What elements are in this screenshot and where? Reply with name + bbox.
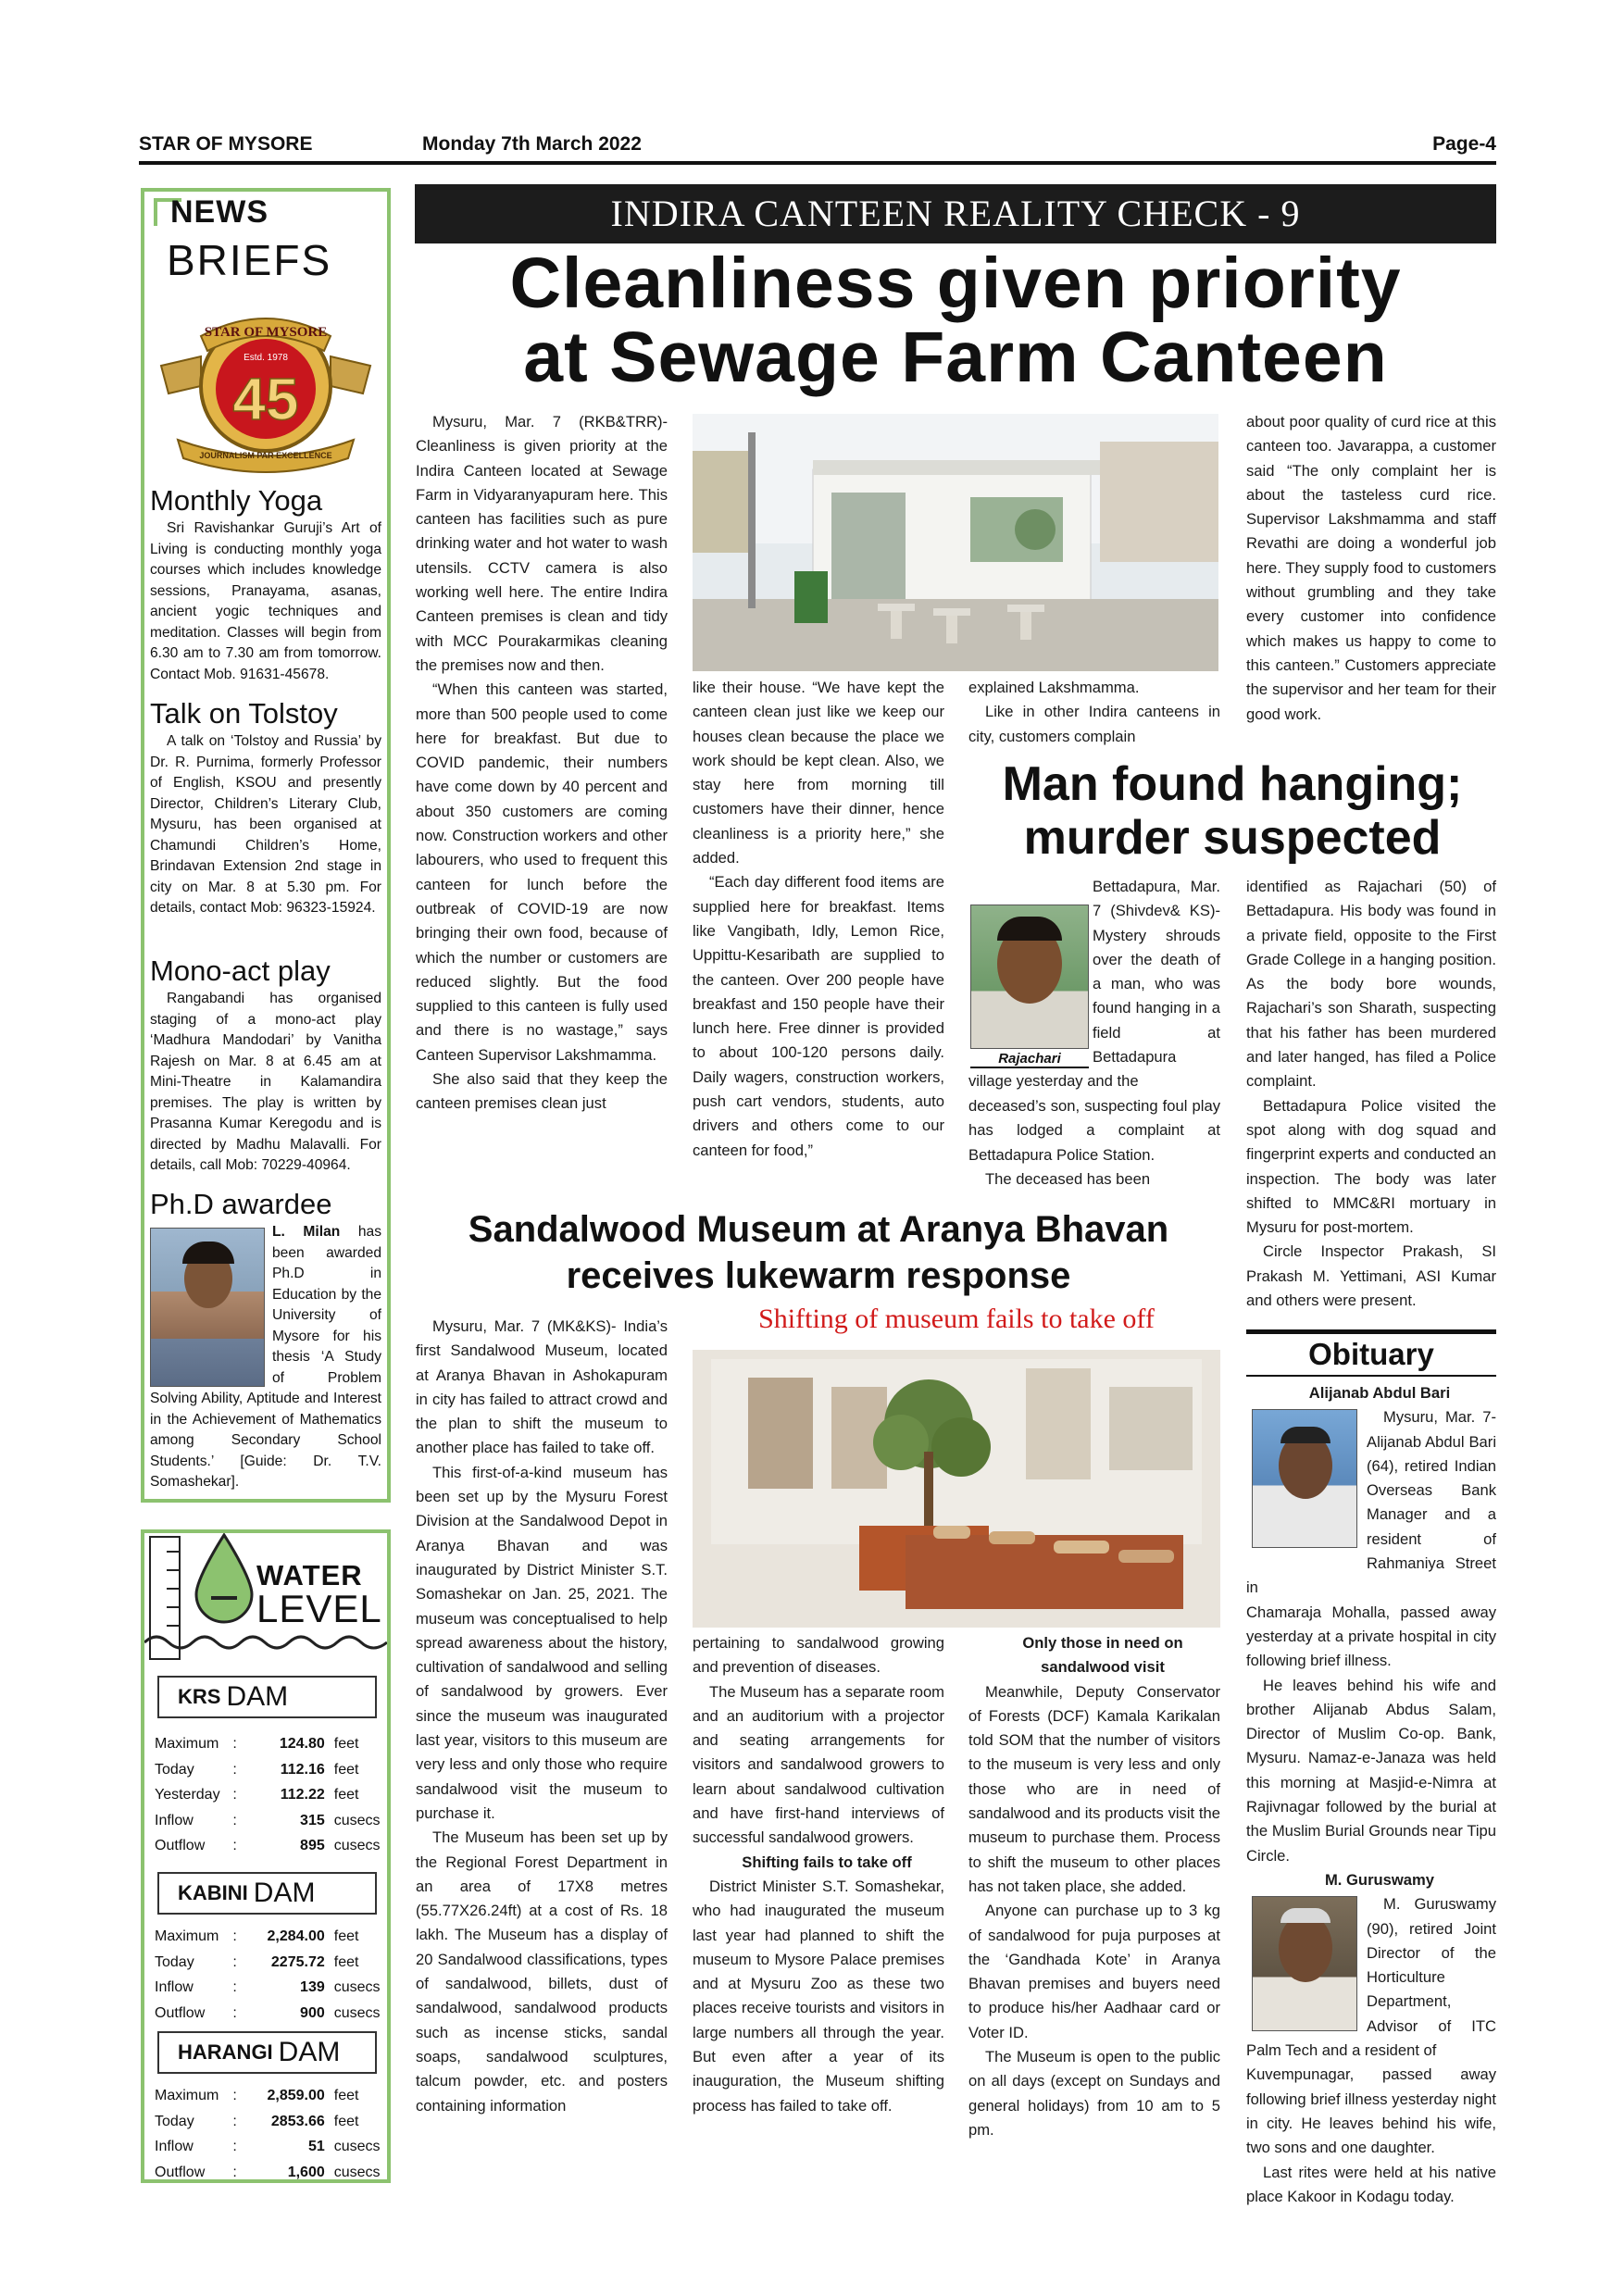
paragraph: The deceased has been: [985, 1169, 1151, 1188]
story1-column1: [416, 410, 668, 1117]
dam-name-bold: KRS: [178, 1685, 221, 1708]
logo-estd: Estd. 1978: [244, 353, 288, 363]
dam-row-colon: :: [232, 2004, 237, 2021]
dam-row-label: Inflow: [155, 1979, 194, 1995]
dam-row-unit: feet: [333, 1953, 359, 1970]
kabini-dam-heading: [157, 1872, 377, 1915]
dam-row-value: 900: [300, 2004, 325, 2021]
paragraph: pertaining to sandalwood growing and prevention of diseases.: [693, 1634, 944, 1677]
story3-headline-line2: receives lukewarm response: [566, 1255, 1071, 1296]
phd-name: L. Milan: [272, 1224, 341, 1240]
phd-photo: [150, 1228, 265, 1387]
dam-row-value: 2853.66: [270, 2113, 325, 2129]
dam-label: DAM: [278, 2037, 341, 2067]
dam-row-unit: feet: [333, 1928, 359, 1944]
brief-talk-on-tolstoy: [150, 696, 381, 919]
paragraph: District Minister S.T. Somashekar, who had inaugurated the museum last year had planned to shift the museum to Mysore Palace premises and at Mysuru Zoo as these two places receive tourists and visitors in large numbers all through the year. But even after a year of its inauguration, the Museum shifting process has failed to take off.: [693, 1877, 944, 2115]
dam-row-value: 139: [300, 1979, 325, 1995]
level-label: LEVEL: [256, 1587, 382, 1630]
dam-row-value: 315: [300, 1812, 325, 1828]
dam-row-label: Today: [155, 2113, 194, 2129]
dam-row-colon: :: [232, 2139, 237, 2154]
dam-row-value: 51: [307, 2139, 325, 2154]
photo-spacer: [968, 875, 1093, 1069]
dam-row-label: Today: [155, 1761, 194, 1778]
story2-column-a-top: [968, 875, 1220, 1094]
obituary-name: Alijanab Abdul Bari: [1308, 1384, 1451, 1402]
paragraph: “When this canteen was started, more than 500 people used to come here for breakfast. But due to COVID pandemic, their numbers have come down by 40 percent and about 350 customers are coming now. Construction workers and other labourers, who used to frequent this canteen for lunch before the outbreak of COVID-19 are now bringing their own food, because of which the number or customers are reduced slightly. But the food supplied to this canteen is fully used and there is no wastage,” says Canteen Supervisor Lakshmamma.: [416, 680, 668, 1064]
dam-row-value: 124.80: [279, 1736, 325, 1752]
canteen-photo: [693, 414, 1218, 671]
krs-dam-table: [155, 1731, 386, 1859]
dam-row: [155, 2001, 386, 2027]
dam-row-colon: :: [232, 1979, 237, 1995]
dam-row-label: Yesterday: [155, 1787, 220, 1803]
brief-phd-awardee: [150, 1187, 381, 1493]
story2-column-b: [1246, 875, 1496, 1313]
paragraph: Anyone can purchase up to 3 kg of sandalwood for puja purposes at the ‘Gandhada Kote’ in Aranya Bhavan premises and buyers need to produce his/her Aadhaar card or Voter ID.: [968, 1902, 1220, 2041]
dam-row: [155, 2134, 386, 2160]
story3-kicker: Shifting of museum fails to take off: [758, 1304, 1155, 1334]
subheading: Only those in need on: [1022, 1634, 1183, 1652]
dam-row-colon: :: [232, 1736, 237, 1752]
dam-row: [155, 1950, 386, 1976]
paragraph: identified as Rajachari (50) of Bettadapura. His body was found in a private field, opposite to the First Grade College in a hanging position. As the body bore wounds, Rajachari’s son Sharath, suspecting that his father has been murdered and later hanged, has filed a Police complaint.: [1246, 878, 1496, 1091]
paragraph: Meanwhile, Deputy Conservator of Forests (DCF) Kamala Karikalan told SOM that the number of visitors to the museum is very less and only those who are in need of sandalwood and its products visit the museum to purchase them. Process to shift the museum to other places has not taken place, she added.: [968, 1682, 1220, 1895]
briefs-label: BRIEFS: [167, 236, 332, 284]
dam-row-value: 2,859.00: [267, 2088, 325, 2103]
story1-headline-line2: at Sewage Farm Canteen: [523, 318, 1388, 397]
paragraph: “Each day different food items are supplied here for breakfast. Items like Vangibath, Idly, Lemon Rice, Uppittu-Kesaribath are supplied to the canteen. Over 200 people have breakfast and 150 people have their lunch here. Free dinner is provided to about 100-120 persons daily. Daily wagers, construction workers, push cart vendors, students, auto drivers and others come to our canteen for food,”: [693, 873, 944, 1159]
abdul-bari-photo: [1252, 1409, 1357, 1548]
dam-row-colon: :: [232, 1812, 237, 1828]
dam-row: [155, 1757, 386, 1783]
story3-column1: [416, 1315, 668, 2118]
dam-row-value: 112.16: [280, 1761, 325, 1778]
dam-row-colon: :: [232, 1953, 237, 1970]
dam-row-unit: cusecs: [333, 2164, 381, 2180]
dam-row-colon: :: [232, 1787, 237, 1803]
story2-headline-line1: Man found hanging;: [1002, 757, 1463, 811]
dam-row-label: Outflow: [155, 2004, 206, 2021]
story1-column4: [1246, 410, 1496, 727]
dam-row: [155, 1731, 386, 1757]
paragraph: deceased’s son, suspecting foul play has lodged a complaint at Bettadapura Police Station.: [968, 1097, 1220, 1164]
brief-title: Mono-act play: [150, 955, 331, 987]
paragraph: about poor quality of curd rice at this canteen too. Javarappa, a customer said “The only complaint her is about the tasteless curd rice. Supervisor Lakshmamma and staff Revathi are doing a wonderful job here. They supply food to customers without grumbling and they take every customer into confidence which makes us happy to come to this canteen.” Customers appreciate the supervisor and her team for their good work.: [1246, 413, 1496, 723]
dam-row-unit: feet: [333, 1787, 359, 1803]
water-label: WATER: [256, 1559, 363, 1591]
dam-row-colon: :: [232, 1928, 237, 1944]
dam-row-label: Inflow: [155, 2139, 194, 2154]
brief-body: A talk on ‘Tolstoy and Russia’ by Dr. R. Purnima, formerly Professor of English, KSOU and presently Director, Children’s Literary Club, Mysuru, has been organised at Chamundi Children’s Home, Brindavan Extension 2nd stage in city on Mar. 8 at 5.30 pm. For details, contact Mob: 96323-15924.: [150, 733, 381, 916]
museum-photo: [693, 1350, 1220, 1628]
dam-row-value: 112.22: [280, 1787, 325, 1803]
paragraph: like their house. “We have kept the canteen clean just like we keep our houses clean because the place we work should be kept clean. Also, we stay here from morning till customers have their dinner, hence cleanliness is a priority here,” she added.: [693, 679, 944, 867]
logo-ribbon: JOURNALISM PAR EXCELLENCE: [199, 451, 332, 460]
obituary-section: [1246, 1381, 1496, 2209]
paragraph: Like in other Indira canteens in city, customers complain: [968, 703, 1220, 745]
paragraph: Bettadapura Police visited the spot along with dog squad and fingerprint experts and conducted an inspection. The body was later shifted to MMC&RI mortuary in Mysuru for post-mortem.: [1246, 1096, 1496, 1237]
dam-row-value: 2,284.00: [267, 1928, 325, 1944]
paragraph: Kuvempunagar, passed away following brief illness yesterday night in city. He leaves behind his wife, two sons and one daughter.: [1246, 2065, 1496, 2157]
brief-mono-act-play: [150, 954, 381, 1177]
dam-row-colon: :: [232, 1838, 237, 1853]
story1-banner: INDIRA CANTEEN REALITY CHECK - 9: [415, 184, 1496, 243]
dam-row: [155, 1833, 386, 1859]
story2-column-a-bottom: [968, 1094, 1220, 1192]
logo-number: 45: [232, 366, 299, 432]
brief-monthly-yoga: [150, 483, 381, 685]
brief-title: Monthly Yoga: [150, 484, 323, 517]
dam-row: [155, 1924, 386, 1950]
dam-row: [155, 2109, 386, 2135]
dam-row-unit: cusecs: [333, 1838, 381, 1853]
masthead-rule: [139, 161, 1496, 165]
dam-row-unit: feet: [333, 1736, 359, 1752]
dam-name-bold: HARANGI: [178, 2040, 273, 2064]
krs-dam-heading: [157, 1676, 377, 1718]
story2-headline: [968, 757, 1496, 865]
story3-headline: [415, 1206, 1222, 1299]
star-of-mysore-45-logo: [150, 301, 381, 477]
paragraph: This first-of-a-kind museum has been set up by the Mysuru Forest Division at the Sandalwood Depot in Aranya Bhavan and was inaugurated by District Minister S.T. Somashekar on Jan. 25, 2021. The museum was conceptualised to help spread awareness about the history, cultivation of sandalwood and selling of sandalwood by growers. Ever since the museum was inaugurated last year, visitors to this museum are very less and only those who require sandalwood visit the museum to purchase it.: [416, 1463, 668, 1822]
harangi-dam-heading: [157, 2031, 377, 2074]
obituary-title: Obituary: [1246, 1334, 1496, 1377]
paragraph: Chamaraja Mohalla, passed away yesterday at a private hospital in city following brief illness.: [1246, 1603, 1496, 1670]
guruswamy-photo: [1252, 1896, 1357, 2031]
dam-row-unit: feet: [333, 2113, 359, 2129]
paragraph: The Museum has a separate room and an auditorium with a projector and seating arrangements for visitors and sandalwood growers to learn about sandalwood cultivation and have first-hand interviews of successful sandalwood growers.: [693, 1682, 944, 1847]
dam-row-value: 1,600: [287, 2164, 325, 2180]
dam-row-value: 2275.72: [270, 1953, 325, 1970]
dam-row-colon: :: [232, 2088, 237, 2103]
dam-row-label: Maximum: [155, 2088, 219, 2103]
dam-name-bold: KABINI: [178, 1881, 248, 1904]
dam-row-unit: cusecs: [333, 2004, 381, 2021]
story3-column2: [693, 1631, 944, 2118]
dam-row: [155, 2083, 386, 2109]
paragraph: Last rites were held at his native place Kakoor in Kodagu today.: [1246, 2163, 1496, 2205]
dam-row-unit: cusecs: [333, 1812, 381, 1828]
photo-caption: Rajachari: [970, 1051, 1089, 1068]
subheading: Shifting fails to take off: [742, 1853, 912, 1871]
obituary-name: M. Guruswamy: [1324, 1870, 1435, 1889]
dam-row: [155, 1975, 386, 2001]
brief-body: Rangabandi has organised staging of a mono-act play ‘Madhura Mandodari’ by Vanitha Rajesh on Mar. 8 at 6.45 am at Mini-Theatre in Kalamandira premises. The play is written by Prasanna Kumar Keregodu and is directed by Madhu Malavalli. For details, call Mob: 70229-40964.: [150, 991, 381, 1173]
paragraph: Mysuru, Mar. 7- Alijanab Abdul Bari (64), retired Indian Overseas Bank Manager and a resident of Rahmaniya Street in: [1246, 1408, 1496, 1597]
paragraph: Mysuru, Mar. 7 (RKB&TRR)- Cleanliness is given priority at the Indira Canteen located at Sewage Farm in Vidyaranyapuram here. This canteen has facilities such as pure drinking water and hot water to wash utensils. CCTV camera is also working well here. The entire Indira Canteen premises is clean and tidy with MCC Pourakarmikas cleaning the premises now and then.: [416, 413, 668, 674]
paragraph: Bettadapura, Mar. 7 (Shivdev& KS)- Mystery shrouds over the death of a man, who was found hanging in a field at Bettadapura village yesterday and the: [968, 878, 1220, 1091]
dam-row: [155, 1782, 386, 1808]
dam-row-unit: cusecs: [333, 2139, 381, 2154]
dam-row-unit: cusecs: [333, 1979, 381, 1995]
paragraph: M. Guruswamy (90), retired Joint Director of the Horticulture Department, Advisor of ITC Palm Tech and a resident of: [1246, 1895, 1496, 2060]
dam-row-label: Maximum: [155, 1736, 219, 1752]
brief-title: Talk on Tolstoy: [150, 697, 338, 730]
page-number: Page-4: [1432, 133, 1496, 155]
issue-date: Monday 7th March 2022: [422, 133, 642, 155]
dam-row: [155, 2160, 386, 2186]
masthead: [139, 133, 1496, 163]
dam-row-value: 895: [300, 1838, 325, 1853]
dam-row-colon: :: [232, 2113, 237, 2129]
story3-headline-line1: Sandalwood Museum at Aranya Bhavan: [468, 1209, 1169, 1250]
brief-title: Ph.D awardee: [150, 1188, 332, 1220]
paragraph: Circle Inspector Prakash, SI Prakash M. Yettimani, ASI Kumar and others were present.: [1246, 1242, 1496, 1310]
paragraph: He leaves behind his wife and brother Alijanab Abdus Salam, Director of Muslim Co-op. Bank, Mysuru. Namaz-e-Janaza was held this morning at Masjid-e-Nimra at Rajivnagar followed by the burial at the Muslim Burial Grounds near Tipu Circle.: [1246, 1676, 1496, 1865]
harangi-dam-table: [155, 2083, 386, 2185]
brief-body: Sri Ravishankar Guruji’s Art of Living is conducting monthly yoga courses which includes knowledge sessions, Pranayama, asanas, ancient yogic techniques and meditation. Classes will begin from 6.30 am to 7.30 am from tomorrow. Contact Mob. 91631-45678.: [150, 520, 381, 682]
dam-row-label: Inflow: [155, 1812, 194, 1828]
story3-column3: [968, 1631, 1220, 2142]
dam-row-unit: feet: [333, 1761, 359, 1778]
dam-row-label: Today: [155, 1953, 194, 1970]
story1-headline: [415, 243, 1496, 397]
paragraph: She also said that they keep the canteen premises clean just: [416, 1070, 668, 1113]
story1-headline-line1: Cleanliness given priority: [509, 243, 1402, 323]
dam-label: DAM: [253, 1878, 316, 1908]
story1-column2: [693, 676, 944, 1163]
dam-row: [155, 1808, 386, 1834]
phd-body: has been awarded Ph.D in Education by the University of Mysore for his thesis ‘A Study of Problem Solving Ability, Aptitude and Interest in the Achievement of Mathematics among Secondary School Students.’ [Guide: Dr. T.V. Somashekar].: [150, 1224, 381, 1490]
paragraph: The Museum has been set up by the Regional Forest Department in an area of 17X8 metres (55.77X26.24ft) at a cost of Rs. 18 lakh. The Museum has a display of 20 Sandalwood classifications, types of sandalwood, billets, dust of sandalwood, sandalwood products such as incense sticks, sandal soaps, sandalwood sculptures, talcum powder, etc. and posters containing information: [416, 1828, 668, 2115]
logo-top-text: STAR OF MYSORE: [204, 325, 328, 340]
story1-column3: [968, 676, 1220, 749]
dam-row-colon: :: [232, 1761, 237, 1778]
kabini-dam-table: [155, 1924, 386, 2026]
dam-row-label: Outflow: [155, 1838, 206, 1853]
dam-row-colon: :: [232, 2164, 237, 2180]
story2-headline-line2: murder suspected: [1023, 811, 1442, 865]
paragraph: explained Lakshmamma.: [968, 679, 1140, 696]
paragraph: Mysuru, Mar. 7 (MK&KS)- India’s first Sandalwood Museum, located at Aranya Bhavan in Ashokapuram in city has failed to attract crowd and the plan to shift the museum to another place has failed to take off.: [416, 1317, 668, 1457]
paper-name: STAR OF MYSORE: [139, 133, 313, 155]
subheading: sandalwood visit: [1041, 1658, 1165, 1677]
dam-row-unit: feet: [333, 2088, 359, 2103]
dam-row-label: Outflow: [155, 2164, 206, 2180]
paragraph: The Museum is open to the public on all days (except on Sundays and general holidays) from 10 am to 5 pm.: [968, 2048, 1220, 2139]
news-label: NEWS: [170, 194, 269, 230]
dam-label: DAM: [226, 1681, 289, 1712]
dam-row-label: Maximum: [155, 1928, 219, 1944]
